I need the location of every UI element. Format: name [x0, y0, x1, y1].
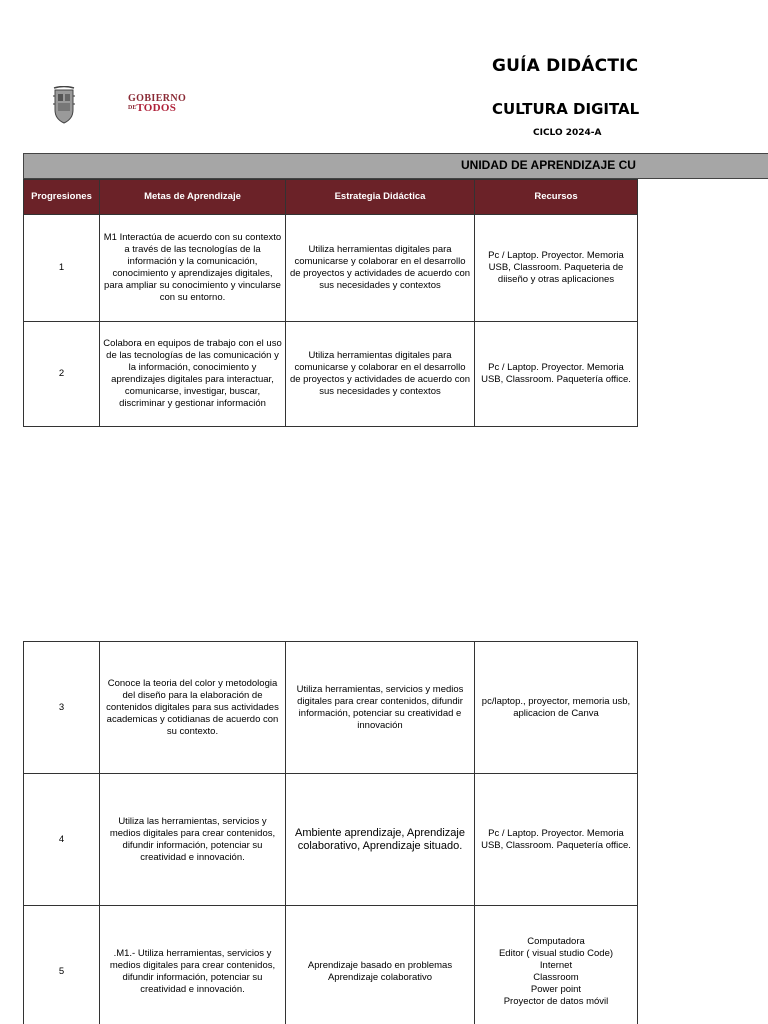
learning-table-bottom [23, 641, 638, 1024]
row-estrategia: Utiliza herramientas digitales para comunicarse y colaborar en el desarrollo de proyectos y actividades de acuerdo con sus necesidades y contextos [286, 215, 475, 322]
header-estrategia: Estrategia Didáctica [286, 180, 475, 215]
logo-line1: GOBIERNO [128, 93, 187, 104]
table-row [24, 642, 638, 774]
table-header-row [24, 180, 638, 215]
row-estrategia: Aprendizaje basado en problemas Aprendizaje colaborativo [286, 906, 475, 1024]
gobierno-de-todos-logo [128, 94, 186, 114]
row-estrategia: Utiliza herramientas, servicios y medios digitales para crear contenidos, difundir información, potenciar su creatividad e innovación [286, 642, 475, 774]
row-recursos: Computadora Editor ( visual studio Code) Internet Classroom Power point Proyector de datos móvil [475, 906, 638, 1024]
cycle-label: CICLO 2024-A [533, 128, 602, 138]
row-meta: Conoce la teoria del color y metodologia del diseño para la elaboración de contenidos digitales para sus actividades academicas y cotidianas de acuerdo con su contexto. [100, 642, 286, 774]
row-meta: .M1.- Utiliza herramientas, servicios y medios digitales para crear contenidos, difundir información, potenciar su creatividad e innovación. [100, 906, 286, 1024]
unit-banner [23, 153, 768, 179]
header-metas: Metas de Aprendizaje [100, 180, 286, 215]
logo-de: DE [128, 105, 137, 111]
table-row [24, 215, 638, 322]
row-estrategia: Ambiente aprendizaje, Aprendizaje colaborativo, Aprendizaje situado. [286, 774, 475, 906]
table-row [24, 322, 638, 427]
state-crest-logo [52, 86, 76, 124]
table-row [24, 906, 638, 1024]
row-number: 4 [24, 774, 100, 906]
learning-table-top [23, 179, 638, 427]
row-recursos: Pc / Laptop. Proyector. Memoria USB, Classroom. Paqueteria de diiseño y otras aplicaciones [475, 215, 638, 322]
row-meta: M1 Interactúa de acuerdo con su contexto a través de las tecnologías de la información y la comunicación, conocimiento y aprendizajes digitales, para ampliar su conocimiento y vincularse con su entorno. [100, 215, 286, 322]
row-estrategia: Utiliza herramientas digitales para comunicarse y colaborar en el desarrollo de proyectos y actividades de acuerdo con sus necesidades y contextos [286, 322, 475, 427]
document-title: GUÍA DIDÁCTIC [492, 56, 639, 76]
row-number: 3 [24, 642, 100, 774]
row-meta: Utiliza las herramientas, servicios y medios digitales para crear contenidos, difundir información, potenciar su creatividad e innovación. [100, 774, 286, 906]
row-number: 2 [24, 322, 100, 427]
unit-banner-text: UNIDAD DE APRENDIZAJE CU [461, 158, 636, 172]
subject-title: CULTURA DIGITAL [492, 100, 640, 118]
row-recursos: Pc / Laptop. Proyector. Memoria USB, Classroom. Paquetería office. [475, 322, 638, 427]
header-recursos: Recursos [475, 180, 638, 215]
header-progresiones: Progresiones [24, 180, 100, 215]
row-recursos: pc/laptop., proyector, memoria usb, aplicacion de Canva [475, 642, 638, 774]
row-meta: Colabora en equipos de trabajo con el uso de las tecnologías de las comunicación y la información, conocimiento y aprendizajes digitales para interactuar, comunicarse, investigar, buscar, discriminar y gestionar información [100, 322, 286, 427]
row-number: 1 [24, 215, 100, 322]
table-row [24, 774, 638, 906]
logo-line2: TODOS [136, 102, 177, 114]
row-recursos: Pc / Laptop. Proyector. Memoria USB, Classroom. Paquetería office. [475, 774, 638, 906]
row-number: 5 [24, 906, 100, 1024]
